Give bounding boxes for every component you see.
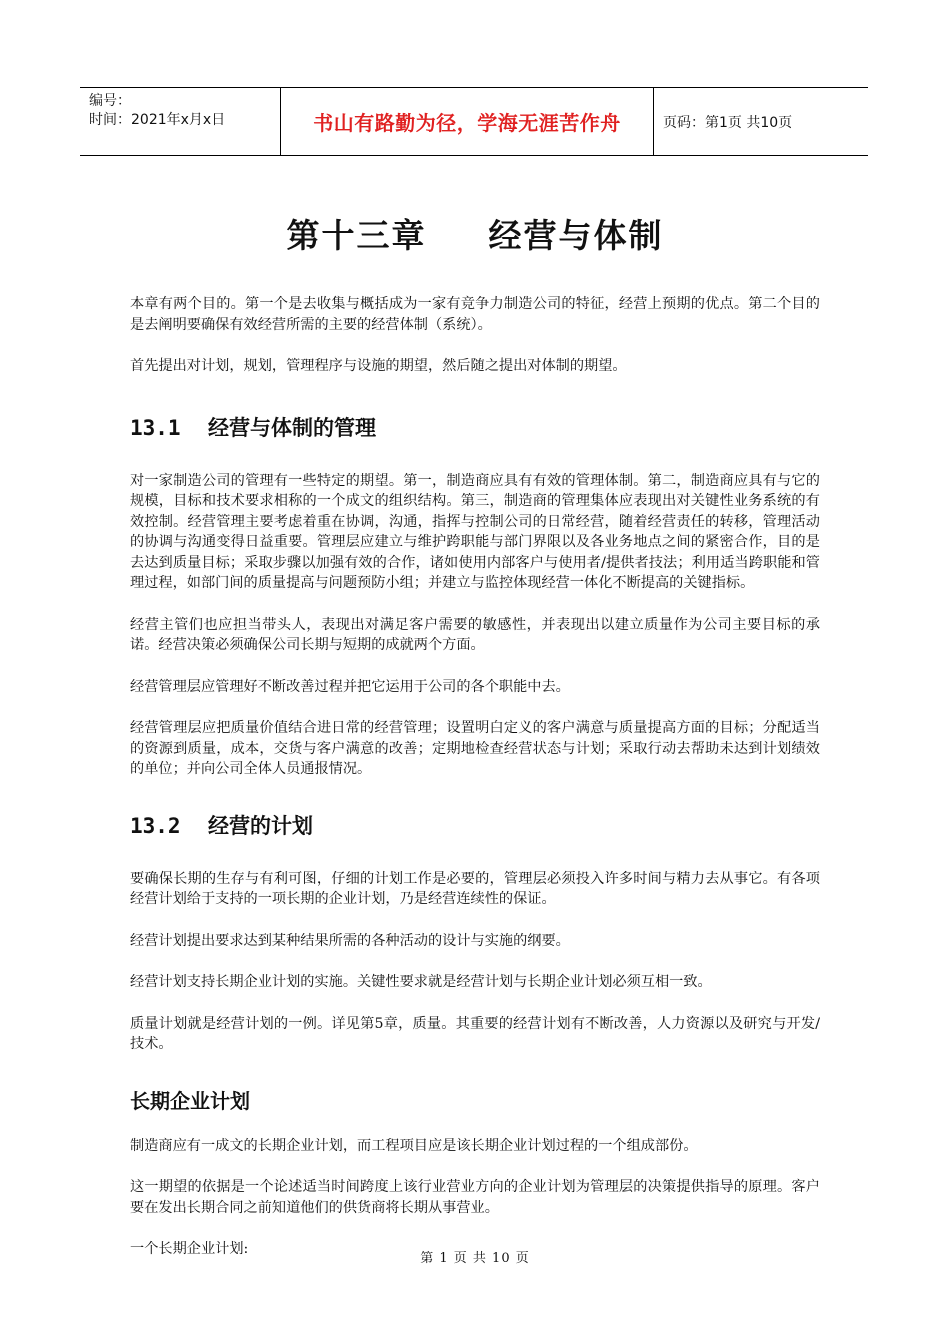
subsection-paragraph-2: 这一期望的依据是一个论述适当时间跨度上该行业营业方向的企业计划为管理层的决策提供指导的原理。客户要在发出长期合同之前知道他们的供货商将长期从事营业。 bbox=[130, 1179, 820, 1216]
section-number: 13.2 bbox=[130, 813, 181, 838]
section-number: 13.1 bbox=[130, 415, 181, 440]
header-motto-cell bbox=[281, 88, 654, 155]
section1-paragraph-3: 经营管理层应管理好不断改善过程并把它运用于公司的各个职能中去。 bbox=[130, 678, 570, 695]
header-meta-cell bbox=[80, 88, 281, 155]
header-motto: 书山有路勤为径，学海无涯苦作舟 bbox=[313, 111, 621, 135]
section-title: 经营的计划 bbox=[208, 813, 313, 838]
intro-paragraph-1: 本章有两个目的。第一个是去收集与概括成为一家有竞争力制造公司的特征，经营上预期的优点。第二个目的是去阐明要确保有效经营所需的主要的经营体制（系统）。 bbox=[130, 296, 820, 333]
section1-paragraph-4: 经营管理层应把质量价值结合进日常的经营管理；设置明白定义的客户满意与质量提高方面的目标；分配适当的资源到质量，成本，交货与客户满意的改善；定期地检查经营状态与计划；采取行动去帮助未达到计划绩效的单位；并向公司全体人员通报情况。 bbox=[130, 720, 820, 777]
intro-paragraph-2: 首先提出对计划，规划，管理程序与设施的期望，然后随之提出对体制的期望。 bbox=[130, 358, 627, 374]
section2-paragraph-2: 经营计划提出要求达到某种结果所需的各种活动的设计与实施的纲要。 bbox=[130, 932, 570, 949]
header-time-label: 时间：2021年x月x日 bbox=[89, 112, 226, 128]
subsection-paragraph-3: 一个长期企业计划: bbox=[130, 1241, 249, 1257]
subsection-paragraph-1: 制造商应有一成文的长期企业计划，而工程项目应是该长期企业计划过程的一个组成部份。 bbox=[130, 1137, 698, 1154]
document-body bbox=[130, 294, 820, 1260]
chapter-name: 经营与体制 bbox=[488, 216, 664, 255]
header-page-info: 页码：第1页 共10页 bbox=[663, 114, 793, 131]
section2-paragraph-1: 要确保长期的生存与有利可图，仔细的计划工作是必要的，管理层必须投入许多时间与精力去从事它。有各项经营计划给于支持的一项长期的企业计划，乃是经营连续性的保证。 bbox=[130, 870, 820, 907]
section-heading-13-2 bbox=[130, 810, 820, 840]
section-heading-13-1 bbox=[130, 412, 820, 442]
header-page-cell bbox=[654, 88, 868, 155]
chapter-title bbox=[0, 210, 950, 257]
section-title: 经营与体制的管理 bbox=[208, 415, 376, 440]
section2-paragraph-3: 经营计划支持长期企业计划的实施。关键性要求就是经营计划与长期企业计划必须互相一致。 bbox=[130, 974, 712, 990]
subsection-heading: 长期企业计划 bbox=[130, 1088, 250, 1113]
page-footer: 第 1 页 共 10 页 bbox=[420, 1251, 530, 1266]
header-number-label: 编号： bbox=[89, 93, 131, 109]
section1-paragraph-2: 经营主管们也应担当带头人，表现出对满足客户需要的敏感性，并表现出以建立质量作为公司主要目标的承诺。经营决策必须确保公司长期与短期的成就两个方面。 bbox=[130, 616, 820, 653]
chapter-number: 第十三章 bbox=[286, 216, 427, 255]
section2-paragraph-4: 质量计划就是经营计划的一例。详见第5章，质量。其重要的经营计划有不断改善，人力资源以及研究与开发/技术。 bbox=[130, 1015, 820, 1052]
document-header bbox=[80, 87, 868, 156]
section1-paragraph-1: 对一家制造公司的管理有一些特定的期望。第一，制造商应具有有效的管理体制。第二，制造商应具有与它的规模，目标和技术要求相称的一个成文的组织结构。第三，制造商的管理集体应表现出对关键性业务系统的有效控制。经营管理主要考虑着重在协调，沟通，指挥与控制公司的日常经营，随着经营责任的转移，管理活动的协调与沟通变得日益重要。管理层应建立与维护跨职能与部门界限以及各业务地点之间的紧密合作，目的是去达到质量目标；采取步骤以加强有效的合作，诸如使用内部客户与使用者/提供者技法；利用适当跨职能和管理过程，如部门间的质量提高与问题预防小组；并建立与监控体现经营一体化不断提高的关键指标。 bbox=[130, 472, 820, 591]
